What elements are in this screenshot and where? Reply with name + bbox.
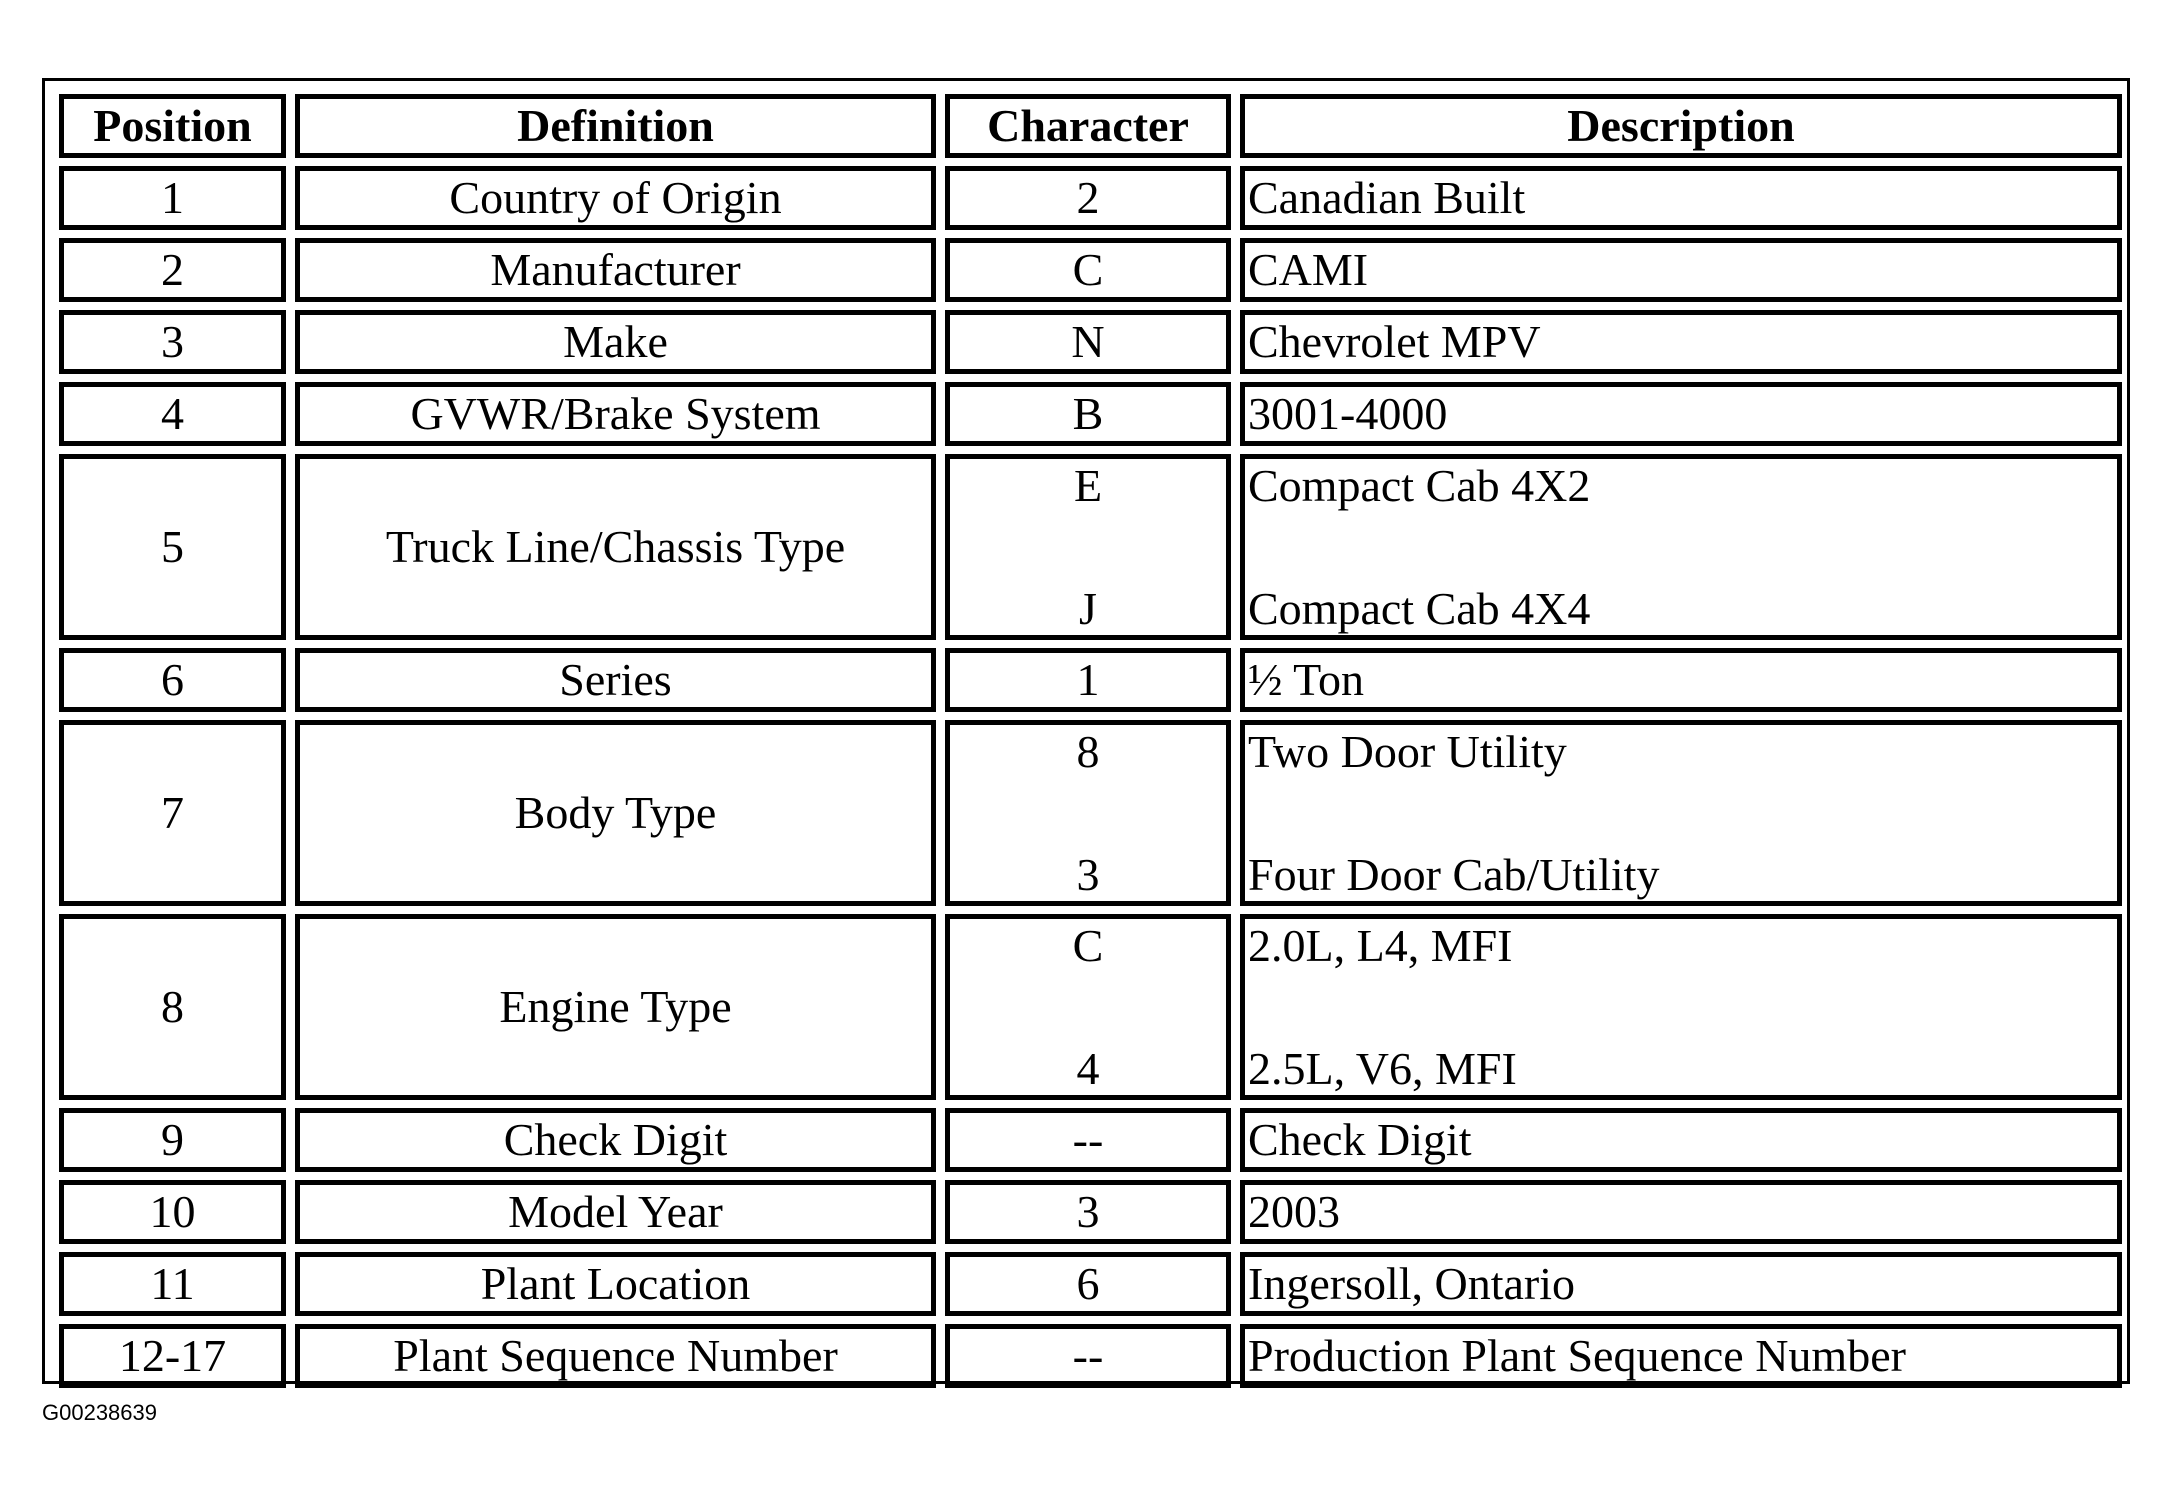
position-cell: 6 — [59, 648, 286, 712]
figure-code: G00238639 — [42, 1400, 157, 1425]
position-cell: 4 — [59, 382, 286, 446]
description-cell: Canadian Built — [1240, 166, 2122, 230]
position-cell: 10 — [59, 1180, 286, 1244]
position-cell: 7 — [59, 720, 286, 906]
table-row — [59, 648, 2122, 712]
description-value: 2.5L, V6, MFI — [1248, 1042, 1517, 1094]
definition-cell: Manufacturer — [295, 238, 936, 302]
definition-cell: Country of Origin — [295, 166, 936, 230]
character-cell: 6 — [945, 1252, 1231, 1316]
character-cell: N — [945, 310, 1231, 374]
character-cell — [945, 914, 1231, 1100]
character-cell — [945, 454, 1231, 640]
character-value: 3 — [1076, 848, 1100, 900]
table-row — [59, 1108, 2122, 1172]
header-position: Position — [59, 94, 286, 158]
character-cell: -- — [945, 1324, 1231, 1388]
header-description: Description — [1240, 94, 2122, 158]
definition-cell: Series — [295, 648, 936, 712]
table-row — [59, 238, 2122, 302]
character-cell — [945, 720, 1231, 906]
definition-cell: Model Year — [295, 1180, 936, 1244]
vin-decoder-table — [50, 86, 2131, 1396]
description-cell — [1240, 454, 2122, 640]
position-cell: 11 — [59, 1252, 286, 1316]
definition-cell: Plant Sequence Number — [295, 1324, 936, 1388]
description-cell — [1240, 720, 2122, 906]
table-row — [59, 454, 2122, 640]
table-row — [59, 382, 2122, 446]
definition-cell: Truck Line/Chassis Type — [295, 454, 936, 640]
definition-cell: Engine Type — [295, 914, 936, 1100]
position-cell: 12-17 — [59, 1324, 286, 1388]
description-value: 2.0L, L4, MFI — [1248, 920, 1513, 971]
description-cell: CAMI — [1240, 238, 2122, 302]
character-value: C — [1072, 920, 1104, 971]
character-value: J — [1079, 582, 1097, 634]
table-row — [59, 1180, 2122, 1244]
definition-cell: Plant Location — [295, 1252, 936, 1316]
table-row — [59, 1324, 2122, 1388]
definition-cell: GVWR/Brake System — [295, 382, 936, 446]
position-cell: 3 — [59, 310, 286, 374]
description-cell: Check Digit — [1240, 1108, 2122, 1172]
position-cell: 5 — [59, 454, 286, 640]
description-cell — [1240, 914, 2122, 1100]
table-row — [59, 720, 2122, 906]
description-cell: ½ Ton — [1240, 648, 2122, 712]
table-row — [59, 1252, 2122, 1316]
description-cell: Ingersoll, Ontario — [1240, 1252, 2122, 1316]
character-value: 4 — [1076, 1042, 1100, 1094]
description-value: Compact Cab 4X2 — [1248, 460, 1591, 511]
description-value: Two Door Utility — [1248, 726, 1567, 777]
description-cell: Chevrolet MPV — [1240, 310, 2122, 374]
character-cell: -- — [945, 1108, 1231, 1172]
table-row — [59, 310, 2122, 374]
position-cell: 1 — [59, 166, 286, 230]
description-value: Compact Cab 4X4 — [1248, 582, 1591, 634]
character-cell: 2 — [945, 166, 1231, 230]
description-cell: Production Plant Sequence Number — [1240, 1324, 2122, 1388]
character-cell: 3 — [945, 1180, 1231, 1244]
header-character: Character — [945, 94, 1231, 158]
description-cell: 2003 — [1240, 1180, 2122, 1244]
definition-cell: Check Digit — [295, 1108, 936, 1172]
table-row — [59, 914, 2122, 1100]
description-value: Four Door Cab/Utility — [1248, 848, 1660, 900]
character-cell: 1 — [945, 648, 1231, 712]
definition-cell: Make — [295, 310, 936, 374]
table-header-row — [59, 94, 2122, 158]
table-body — [59, 166, 2122, 1388]
definition-cell: Body Type — [295, 720, 936, 906]
position-cell: 9 — [59, 1108, 286, 1172]
description-cell: 3001-4000 — [1240, 382, 2122, 446]
table-row — [59, 166, 2122, 230]
position-cell: 8 — [59, 914, 286, 1100]
position-cell: 2 — [59, 238, 286, 302]
header-definition: Definition — [295, 94, 936, 158]
character-cell: C — [945, 238, 1231, 302]
vin-table-frame — [42, 78, 2130, 1384]
character-value: E — [1073, 460, 1103, 511]
character-value: 8 — [1076, 726, 1100, 777]
character-cell: B — [945, 382, 1231, 446]
